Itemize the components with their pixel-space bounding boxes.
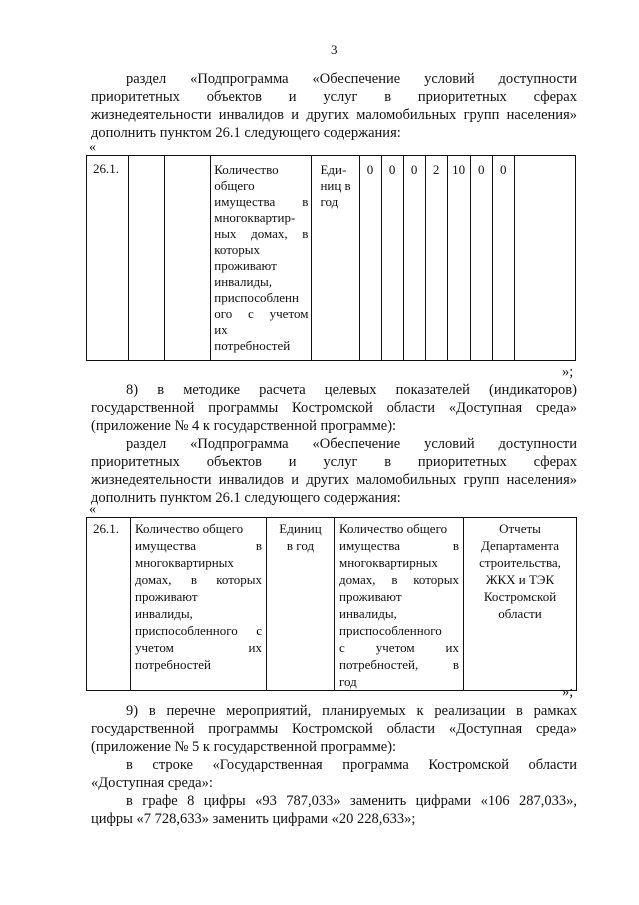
para3-line-2: государственной программы Костромской области «Доступная среда» xyxy=(91,721,577,737)
table2-open-quote: « xyxy=(89,502,96,517)
para2-line-7: дополнить пунктом 26.1 следующего содержания: xyxy=(91,490,401,506)
para2-line-5: приоритетных объектов и услуг в приоритетных сферах xyxy=(91,454,577,470)
para3-line-5: «Доступная среда»: xyxy=(91,775,213,791)
value-cell: 0 xyxy=(403,156,425,361)
para3-line-1: 9) в перечне мероприятий, планируемых к реализации в рамках xyxy=(126,703,577,719)
indicator-values-table xyxy=(86,155,576,361)
value-cell: 0 xyxy=(470,156,492,361)
para1-line-3: жизнедеятельности инвалидов и других маломобильных групп населения» xyxy=(91,107,577,123)
para2-line-4: раздел «Подпрограмма «Обеспечение условий доступности xyxy=(126,436,577,452)
empty-cell xyxy=(129,156,165,361)
table1-open-quote: « xyxy=(89,140,96,155)
value-cell: 0 xyxy=(492,156,514,361)
para2-line-2: государственной программы Костромской области «Доступная среда» xyxy=(91,400,577,416)
page-number: 3 xyxy=(331,42,338,57)
unit-cell: Еди- ниц в год xyxy=(312,156,359,361)
value-cell: 0 xyxy=(381,156,403,361)
item-number: 26.1. xyxy=(87,156,129,361)
empty-cell xyxy=(165,156,211,361)
para2-line-3: (приложение № 4 к государственной программе): xyxy=(91,418,397,434)
methodology-table xyxy=(86,517,577,691)
table-row xyxy=(87,156,576,361)
para3-line-7: цифры «7 728,633» заменить цифрами «20 228,633»; xyxy=(91,811,416,827)
para1-line-4: дополнить пунктом 26.1 следующего содержания: xyxy=(91,125,401,141)
para2-line-1: 8) в методике расчета целевых показателей (индикаторов) xyxy=(126,382,577,398)
unit-cell: Единиц в год xyxy=(267,518,335,691)
para3-line-3: (приложение № 5 к государственной программе): xyxy=(91,739,397,755)
indicator-name-cell: Количество общего имущества в многоквартир- ных домах, в которых проживают инвалиды, приспособленн ого с учетом их потребностей xyxy=(211,156,312,361)
source-cell: Отчеты Департамента строительства, ЖКХ и ТЭК Костромской области xyxy=(464,518,577,691)
para1-line-2: приоритетных объектов и услуг в приоритетных сферах xyxy=(91,89,577,105)
definition-cell: Количество общего имущества в многоквартирных домах, в которых проживают инвалиды, приспособленного с учетом их потребностей, в год xyxy=(335,518,464,691)
table1-close-quote: »; xyxy=(562,364,574,380)
para3-line-6: в графе 8 цифры «93 787,033» заменить цифрами «106 287,033», xyxy=(126,793,577,809)
value-cell: 0 xyxy=(359,156,381,361)
para3-line-4: в строке «Государственная программа Костромской области xyxy=(126,757,577,773)
indicator-name-cell: Количество общего имущества в многоквартирных домах, в которых проживают инвалиды, приспособленного с учетом их потребностей xyxy=(131,518,267,691)
item-number: 26.1. xyxy=(87,518,131,691)
table2-close-quote: »; xyxy=(562,684,574,700)
para2-line-6: жизнедеятельности инвалидов и других маломобильных групп населения» xyxy=(91,472,577,488)
empty-cell xyxy=(514,156,575,361)
table-row xyxy=(87,518,577,691)
para1-line-1: раздел «Подпрограмма «Обеспечение условий доступности xyxy=(126,71,577,87)
value-cell: 10 xyxy=(447,156,470,361)
value-cell: 2 xyxy=(425,156,447,361)
